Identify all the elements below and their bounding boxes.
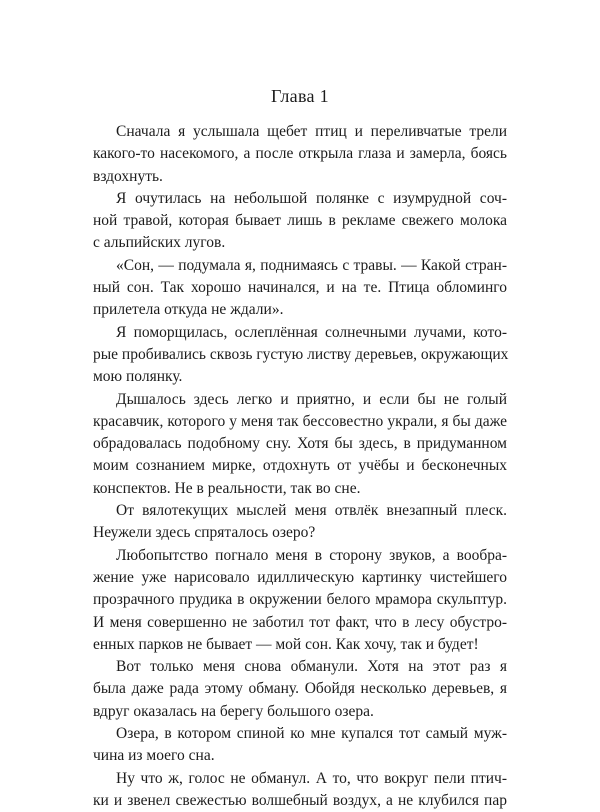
text-line: чина из моего сна. xyxy=(93,747,215,765)
text-line: рые пробивались сквозь густую листву деревьев, окружающих xyxy=(93,345,509,363)
text-line: обрадовалась подобному сну. Хотя бы здесь, в придуманном xyxy=(93,435,507,453)
text-line: моим сознанием мирке, отдохнуть от учёбы и бесконечных xyxy=(93,457,507,475)
text-line: Дышалось здесь легко и приятно, и если бы не голый xyxy=(116,390,507,408)
text-line: вздохнуть. xyxy=(93,167,163,185)
text-line: мою полянку. xyxy=(93,368,183,386)
text-line: Я очутилась на небольшой полянке с изумрудной соч- xyxy=(116,189,507,207)
text-line: Ну что ж, голос не обманул. А то, что вокруг пели птич- xyxy=(116,769,507,787)
text-line: конспектов. Не в реальности, так во сне. xyxy=(93,479,361,497)
text-line: Озера, в котором спиной ко мне купался тот самый муж- xyxy=(116,725,507,743)
text-line: жение уже нарисовало идиллическую картинку чистейшего xyxy=(93,568,507,586)
chapter-body-text xyxy=(93,121,507,812)
text-line: От вялотекущих мыслей меня отвлёк внезапный плеск. xyxy=(116,502,507,520)
text-line: прозрачного прудика в окружении белого мрамора скульптур. xyxy=(93,591,507,609)
text-line: была даже рада этому обману. Обойдя несколько деревьев, я xyxy=(93,680,507,698)
text-line: вдруг оказалась на берегу большого озера. xyxy=(93,702,374,720)
text-line: Неужели здесь спряталось озеро? xyxy=(93,524,316,542)
text-line: какого-то насекомого, а после открыла глаза и замерла, боясь xyxy=(93,145,507,163)
text-line: енных парков не бывает — мой сон. Как хочу, так и будет! xyxy=(93,635,479,653)
text-line: И меня совершенно не заботил тот факт, что в лесу обустро- xyxy=(93,613,507,631)
text-line: ки и звенел свежестью волшебный воздух, а не клубился пар xyxy=(93,791,507,809)
text-line: Я поморщилась, ослеплённая солнечными лучами, кото- xyxy=(116,323,507,341)
text-line: ный сон. Так хорошо начинался, и на те. Птица обломинго xyxy=(93,279,507,297)
text-line: ной травой, которая бывает лишь в рекламе свежего молока xyxy=(93,212,507,230)
text-line: с альпийских лугов. xyxy=(93,234,226,252)
text-line: «Сон, — подумала я, поднимаясь с травы. — Какой стран- xyxy=(116,256,507,274)
text-line: красавчик, которого у меня так бессовестно украли, я бы даже xyxy=(93,412,507,430)
text-line: Вот только меня снова обманули. Хотя на этот раз я xyxy=(116,658,507,676)
text-line: прилетела откуда не ждали». xyxy=(93,301,284,319)
chapter-title: Глава 1 xyxy=(271,86,329,106)
text-line: Любопытство погнало меня в сторону звуков, а вообра- xyxy=(116,546,507,564)
text-line: Сначала я услышала щебет птиц и переливчатые трели xyxy=(116,123,507,140)
